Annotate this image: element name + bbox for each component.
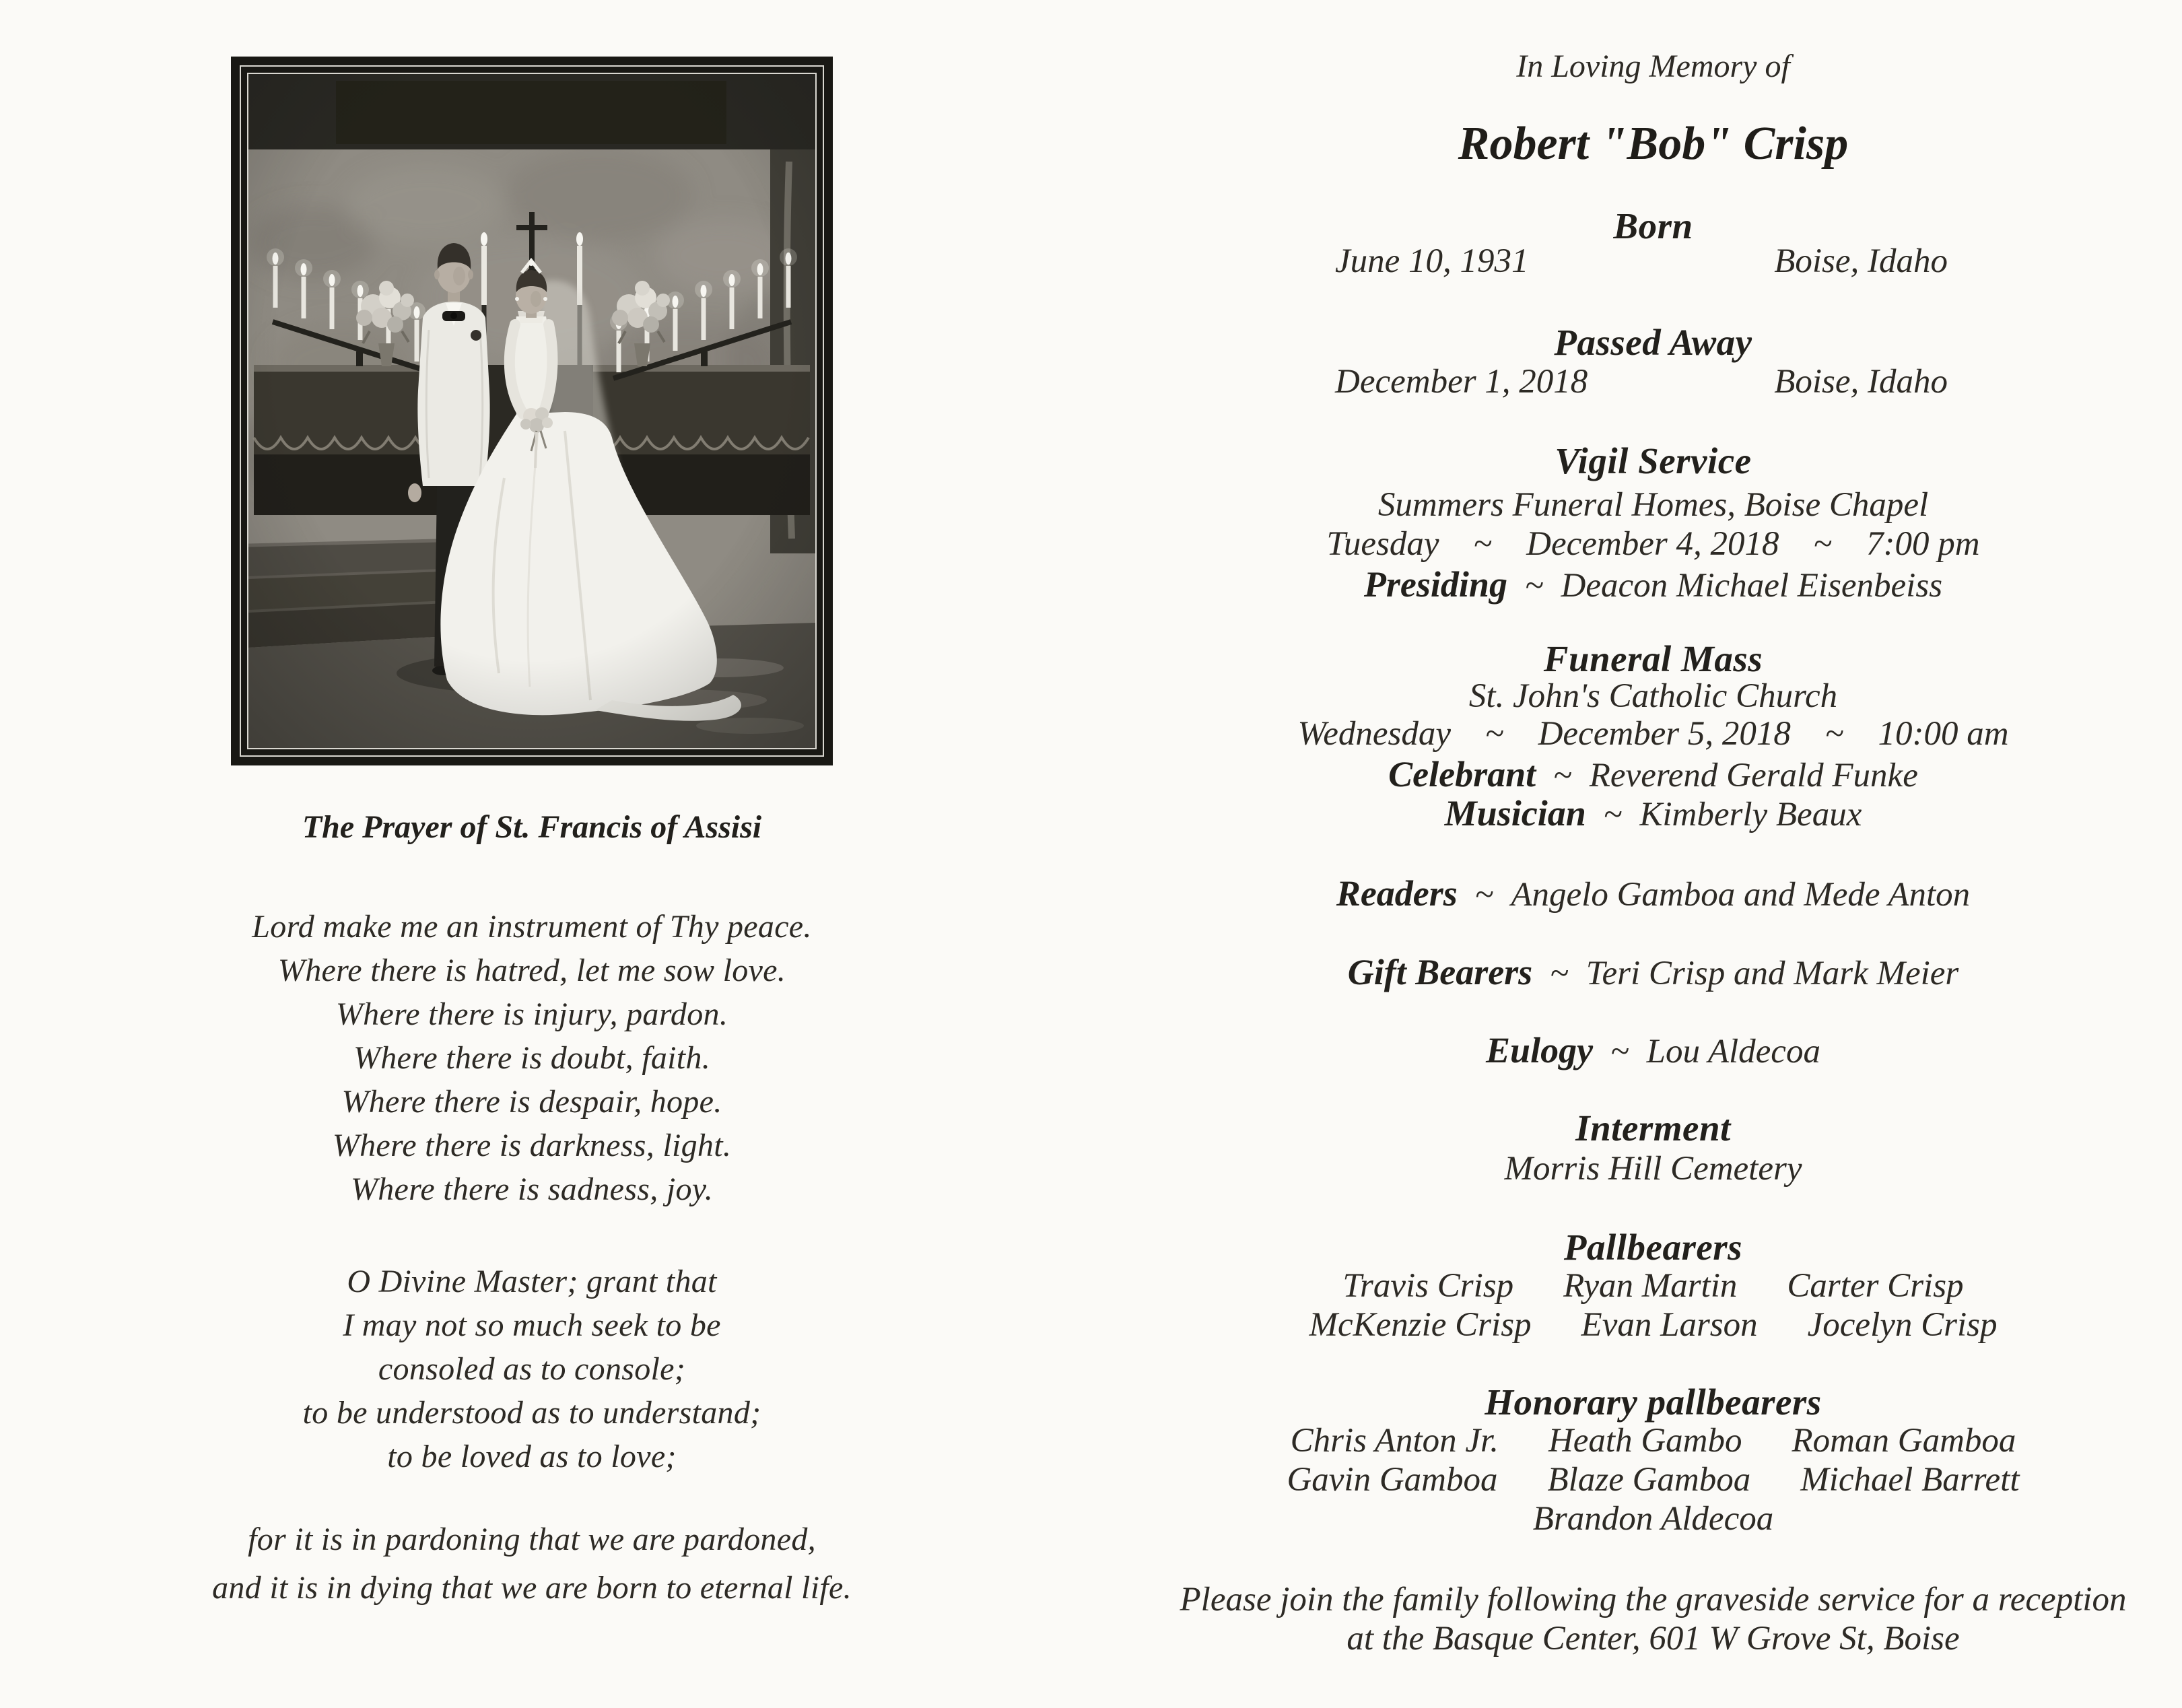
- pallbearers-row-2: [1124, 1305, 2182, 1346]
- prayer-stanza1-line3: Where there is injury, pardon.: [335, 996, 728, 1032]
- honorary-pallbearer-name: Chris Anton Jr.: [1290, 1422, 1499, 1460]
- readers-label: Readers: [1336, 873, 1458, 914]
- passed-away-date: December 1, 2018: [1335, 363, 1588, 401]
- passed-away-place: Boise, Idaho: [1774, 363, 1948, 401]
- prayer-stanza2-line4: to be understood as to understand;: [302, 1395, 761, 1431]
- interment-location: Morris Hill Cemetery: [1504, 1150, 1802, 1188]
- honorary-pallbearers-row-1: [1124, 1421, 2182, 1462]
- tilde-separator: ~: [1610, 1033, 1629, 1070]
- honorary-pallbearer-name: Michael Barrett: [1800, 1461, 2020, 1499]
- prayer-stanza2-line3: consoled as to console;: [378, 1351, 686, 1387]
- honorary-pallbearer-name: Roman Gamboa: [1792, 1422, 2016, 1460]
- readers-row: [1124, 872, 2182, 916]
- presiding-label: Presiding: [1363, 564, 1507, 605]
- tilde-separator: ~: [1524, 567, 1544, 605]
- honorary-pallbearers-row-3: [1124, 1499, 2182, 1540]
- musician-name: Kimberly Beaux: [1639, 796, 1862, 833]
- funeral-mass-heading: Funeral Mass: [1543, 638, 1763, 679]
- musician-label: Musician: [1444, 793, 1586, 833]
- gift-bearers-names: Teri Crisp and Mark Meier: [1586, 955, 1959, 992]
- prayer-stanza1-line2: Where there is hatred, let me sow love.: [277, 953, 786, 988]
- celebrant-row: [1124, 753, 2182, 796]
- pallbearer-name: Travis Crisp: [1342, 1267, 1514, 1305]
- tilde-separator: ~: [1553, 757, 1572, 794]
- tilde-separator: ~: [1550, 955, 1569, 992]
- gift-bearers-row: [1124, 951, 2182, 994]
- vigil-service-heading: Vigil Service: [1555, 440, 1752, 481]
- vigil-presiding-row: [1124, 563, 2182, 607]
- prayer-stanza2-line5: to be loved as to love;: [387, 1439, 677, 1474]
- reception-line-2: at the Basque Center, 601 W Grove St, Boise: [1346, 1620, 1960, 1658]
- prayer-stanza1-line5: Where there is despair, hope.: [341, 1084, 722, 1120]
- right-page: [1124, 0, 2182, 1708]
- prayer-stanza1-line1: Lord make me an instrument of Thy peace.: [252, 909, 812, 945]
- deceased-name: Robert "Bob" Crisp: [1458, 118, 1849, 170]
- prayer-stanza3-line1: for it is in pardoning that we are pardoned,: [248, 1522, 816, 1557]
- pallbearer-name: McKenzie Crisp: [1309, 1306, 1532, 1344]
- prayer-stanza1-line6: Where there is darkness, light.: [332, 1128, 732, 1163]
- funeral-mass-location: St. John's Catholic Church: [1468, 677, 1838, 715]
- born-place: Boise, Idaho: [1774, 242, 1948, 280]
- left-page: [0, 0, 1064, 1708]
- reception-line-1: Please join the family following the graveside service for a reception: [1180, 1581, 2127, 1618]
- honorary-pallbearers-row-2: [1124, 1460, 2182, 1501]
- eulogy-row: [1124, 1029, 2182, 1072]
- memorial-line: In Loving Memory of: [1516, 48, 1790, 84]
- tilde-separator: ~: [1603, 796, 1623, 833]
- photo-frame: [231, 57, 833, 765]
- honorary-pallbearer-name: Heath Gambo: [1548, 1422, 1742, 1460]
- honorary-pallbearer-name: Gavin Gamboa: [1287, 1461, 1498, 1499]
- eulogy-name: Lou Aldecoa: [1646, 1033, 1820, 1070]
- celebrant-name: Reverend Gerald Funke: [1589, 757, 1918, 794]
- musician-row: [1124, 792, 2182, 835]
- born-heading: Born: [1613, 205, 1693, 246]
- honorary-pallbearers-heading: Honorary pallbearers: [1485, 1381, 1822, 1423]
- prayer-stanza2-line1: O Divine Master; grant that: [347, 1264, 717, 1299]
- gift-bearers-label: Gift Bearers: [1347, 952, 1533, 992]
- pallbearers-heading: Pallbearers: [1563, 1227, 1743, 1268]
- funeral-mass-datetime: Wednesday ~ December 5, 2018 ~ 10:00 am: [1297, 715, 2009, 753]
- vigil-service-datetime: Tuesday ~ December 4, 2018 ~ 7:00 pm: [1326, 525, 1980, 563]
- pallbearer-name: Jocelyn Crisp: [1807, 1306, 1998, 1344]
- celebrant-label: Celebrant: [1388, 754, 1536, 794]
- honorary-pallbearer-name: Blaze Gamboa: [1547, 1461, 1751, 1499]
- prayer-title: The Prayer of St. Francis of Assisi: [302, 809, 762, 845]
- pallbearer-name: Evan Larson: [1581, 1306, 1758, 1344]
- tilde-separator: ~: [1474, 876, 1494, 914]
- honorary-pallbearer-name: Brandon Aldecoa: [1532, 1500, 1774, 1538]
- readers-names: Angelo Gamboa and Mede Anton: [1511, 876, 1971, 914]
- interment-heading: Interment: [1575, 1107, 1731, 1149]
- photo-inner-border: [240, 65, 824, 757]
- born-date: June 10, 1931: [1335, 242, 1529, 280]
- pallbearers-row-1: [1124, 1266, 2182, 1307]
- prayer-stanza2-line2: I may not so much seek to be: [343, 1307, 721, 1343]
- prayer-stanza3-line2: and it is in dying that we are born to eternal life.: [212, 1570, 852, 1606]
- wedding-photo: [247, 73, 817, 749]
- presiding-name: Deacon Michael Eisenbeiss: [1561, 567, 1943, 605]
- prayer-stanza1-line7: Where there is sadness, joy.: [350, 1171, 714, 1207]
- pallbearer-name: Carter Crisp: [1787, 1267, 1964, 1305]
- pallbearer-name: Ryan Martin: [1563, 1267, 1738, 1305]
- born-row: [1124, 241, 2182, 282]
- passed-away-heading: Passed Away: [1554, 322, 1752, 363]
- passed-away-row: [1124, 362, 2182, 403]
- eulogy-label: Eulogy: [1486, 1030, 1594, 1070]
- vigil-service-location: Summers Funeral Homes, Boise Chapel: [1377, 486, 1929, 524]
- prayer-stanza1-line4: Where there is doubt, faith.: [353, 1040, 711, 1076]
